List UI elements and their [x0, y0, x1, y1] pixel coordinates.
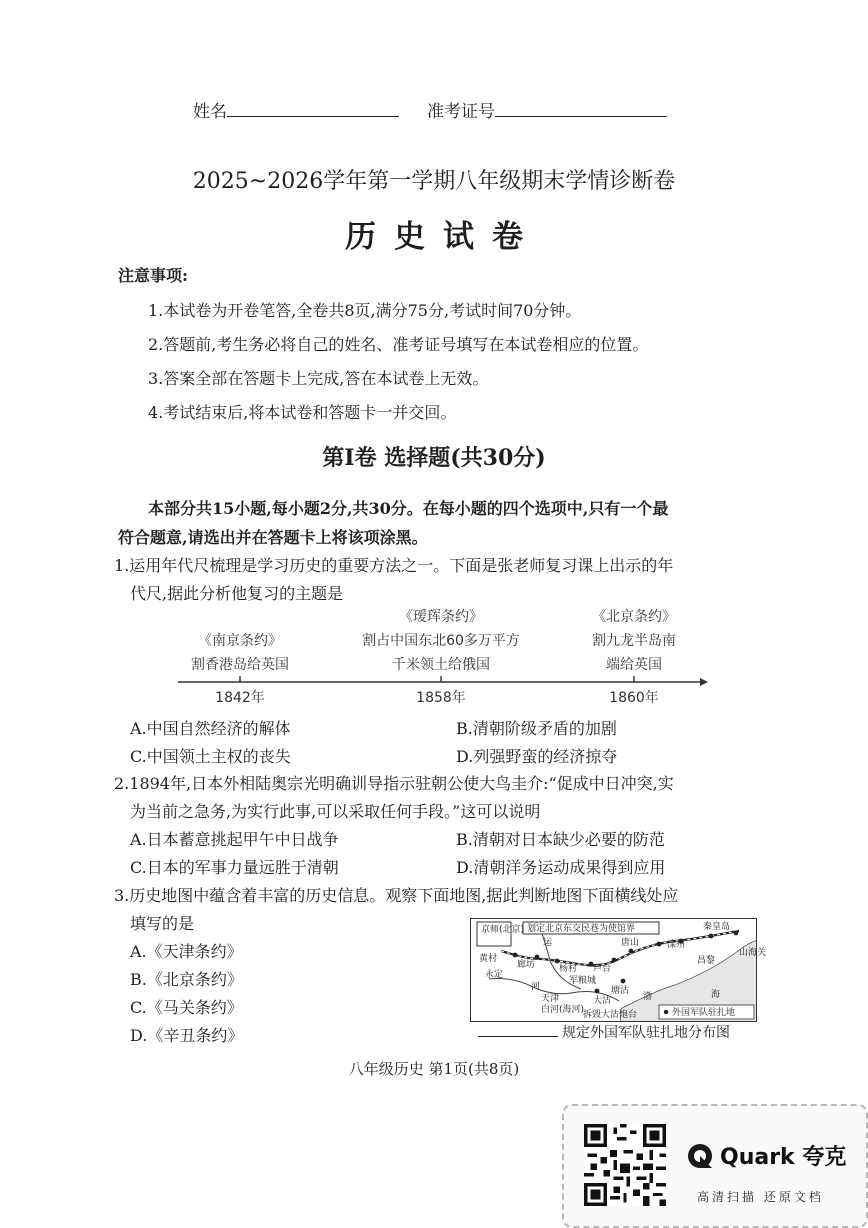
garrison-dot [657, 942, 662, 947]
treaty-desc: 割九龙半岛南 [592, 633, 676, 649]
timeline-year: 1858年 [416, 690, 466, 706]
place-beijing: 京师(北京) [481, 925, 525, 935]
exam-id-label: 准考证号 [427, 102, 495, 122]
garrison-dot [513, 953, 518, 958]
quark-tagline: 高清扫描 还原文档 [697, 1190, 824, 1204]
option-a[interactable]: A.《天津条约》 [130, 942, 243, 961]
garrison-dot [555, 959, 560, 964]
garrison-dot [621, 979, 626, 984]
page-footer: 八年级历史 第1页(共8页) [348, 1060, 520, 1078]
timeline-event [554, 605, 714, 677]
question-3-text: 填写的是 [130, 914, 195, 933]
timeline-event [341, 605, 541, 677]
garrison-dot [535, 955, 540, 960]
map-drawing [471, 919, 767, 1021]
place-junliangcheng: 军粮城 [569, 976, 597, 986]
treaty-name: 《瑷珲条约》 [399, 609, 483, 625]
quark-logo [686, 1140, 846, 1171]
timeline-event [160, 629, 320, 677]
notice-item: 4.考试结束后,将本试卷和答题卡一并交回。 [148, 403, 457, 422]
map-caption-text: 规定外国军队驻扎地分布图 [562, 1025, 730, 1041]
treaty-desc: 千米领土给俄国 [392, 657, 490, 673]
question-2-text: 2.1894年,日本外相陆奥宗光明确训导指示驻朝公使大鸟圭介:“促成中日冲突,实 [114, 774, 674, 793]
option-c[interactable]: C.中国领土主权的丧失 [130, 747, 291, 766]
legend-dot [664, 1010, 668, 1014]
garrison-dot [709, 934, 714, 939]
option-b[interactable]: B.《北京条约》 [130, 970, 243, 989]
place-tanggu: 塘沽 [611, 986, 630, 996]
question-1-text: 代尺,据此分析他复习的主题是 [130, 584, 344, 603]
garrison-dot [734, 931, 739, 936]
treaty-name: 《北京条约》 [592, 609, 676, 625]
name-label: 姓名 [193, 102, 227, 122]
place-lutai: 芦台 [593, 964, 612, 974]
treaty-desc: 端给英国 [606, 657, 662, 673]
treaty-name: 《南京条约》 [198, 633, 282, 649]
quark-brand: Quark 夸克 [720, 1145, 847, 1170]
option-d[interactable]: D.清朝洋务运动成果得到应用 [456, 858, 666, 877]
timeline-year: 1860年 [609, 690, 659, 706]
notice-item: 3.答案全部在答题卡上完成,答在本试卷上无效。 [148, 369, 489, 388]
historical-map [470, 918, 767, 1022]
section-intro-line: 符合题意,请选出并在答题卡上将该项涂黑。 [118, 528, 428, 547]
timeline-chart [170, 600, 715, 710]
place-huang: 黄村 [479, 954, 498, 964]
treaty-desc: 割香港岛给英国 [191, 657, 289, 673]
option-d[interactable]: D.列强野蛮的经济掠夺 [456, 747, 618, 766]
option-b[interactable]: B.清朝阶级矛盾的加剧 [456, 719, 617, 738]
place-shanhaiguan: 山海关 [739, 948, 767, 958]
option-a[interactable]: A.中国自然经济的解体 [130, 719, 291, 738]
place-langfang: 廊坊 [517, 960, 536, 970]
place-bo: 渤 [643, 992, 653, 1002]
section-intro-line: 本部分共15小题,每小题2分,共30分。在每小题的四个选项中,只有一个最 [148, 499, 669, 518]
exam-id-blank[interactable] [495, 98, 667, 117]
garrison-dot [629, 949, 634, 954]
timeline-year: 1842年 [215, 690, 265, 706]
garrison-dot [612, 958, 617, 963]
subject-title: 历史试卷 [345, 219, 541, 255]
section-title: 第Ⅰ卷 选择题(共30分) [322, 445, 546, 471]
quark-watermark [562, 1104, 868, 1228]
place-qinhuangdao: 秦皇岛 [703, 922, 731, 932]
notice-item: 2.答题前,考生务必将自己的姓名、准考证号填写在本试卷相应的位置。 [148, 335, 649, 354]
place-fort: 拆毁大沽炮台 [583, 1010, 638, 1020]
question-1-text: 1.运用年代尺梳理是学习历史的重要方法之一。下面是张老师复习课上出示的年 [114, 556, 674, 575]
place-tianjin: 天津 [541, 994, 560, 1004]
option-b[interactable]: B.清朝对日本缺少必要的防范 [456, 830, 665, 849]
legend-dot-label: 外国军队驻扎地 [672, 1008, 736, 1018]
notice-heading: 注意事项: [118, 266, 188, 285]
place-baihe: 白河(海河) [541, 1005, 585, 1015]
place-yongding: 永定 [485, 970, 504, 980]
place-luanzhou: 滦州 [667, 940, 686, 950]
map-caption [478, 1021, 730, 1042]
map-caption-blank[interactable] [478, 1021, 558, 1037]
legend-title: 划定北京东交民巷为使馆界 [527, 924, 636, 934]
option-c[interactable]: C.《马关条约》 [130, 998, 243, 1017]
quark-logo-icon [686, 1142, 714, 1170]
place-he: 河 [531, 982, 541, 992]
name-blank[interactable] [227, 98, 399, 117]
notice-item: 1.本试卷为开卷笔答,全卷共8页,满分75分,考试时间70分钟。 [148, 301, 582, 320]
question-3-text: 3.历史地图中蕴含着丰富的历史信息。观察下面地图,据此判断地图下面横线处应 [114, 886, 679, 905]
place-tangshan: 唐山 [621, 938, 640, 948]
exam-title: 2025~2026学年第一学期八年级期末学情诊断卷 [192, 169, 676, 194]
option-d[interactable]: D.《辛丑条约》 [130, 1026, 244, 1045]
candidate-info-row [193, 97, 667, 122]
place-yang: 杨村 [559, 964, 578, 974]
treaty-desc: 割占中国东北60多万平方 [362, 633, 520, 649]
question-2-text: 为当前之急务,为实行此事,可以采取任何手段。”这可以说明 [130, 802, 541, 821]
map-sea-label: 海 [711, 990, 721, 1000]
place-yun: 运 [543, 938, 553, 948]
option-c[interactable]: C.日本的军事力量远胜于清朝 [130, 858, 339, 877]
garrison-dot [595, 989, 600, 994]
option-a[interactable]: A.日本蓄意挑起甲午中日战争 [130, 830, 339, 849]
place-dagu: 大沽 [593, 996, 612, 1006]
place-changli: 昌黎 [697, 956, 716, 966]
qr-code-icon[interactable] [584, 1124, 666, 1206]
